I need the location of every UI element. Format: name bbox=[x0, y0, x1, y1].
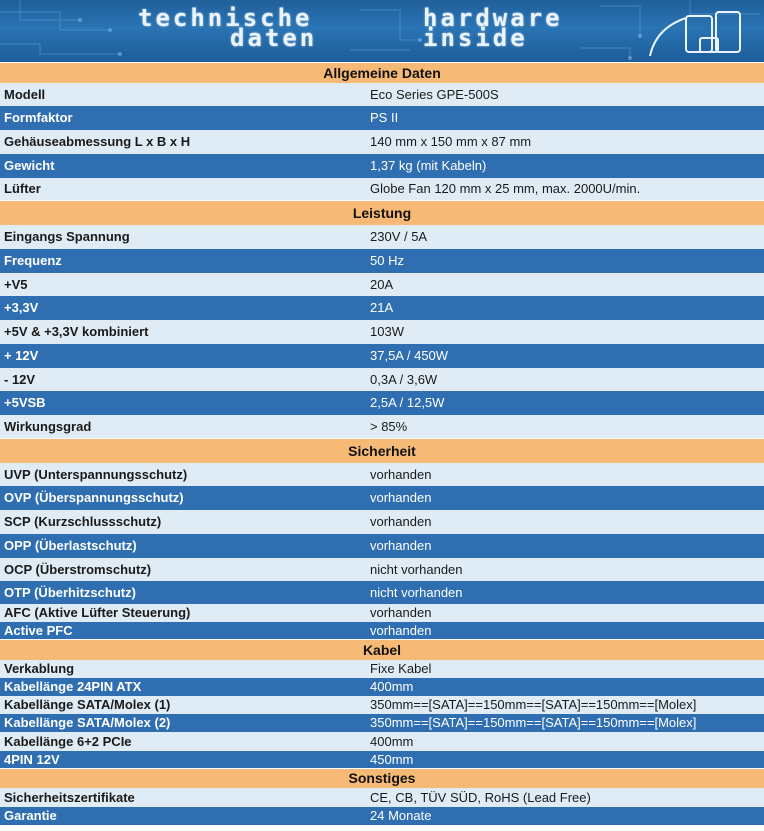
table-row bbox=[0, 225, 764, 249]
spec-value: 400mm bbox=[368, 732, 764, 751]
spec-label: Modell bbox=[0, 83, 368, 106]
table-row bbox=[0, 130, 764, 154]
spec-value: 50 Hz bbox=[368, 249, 764, 273]
spec-value: 400mm bbox=[368, 678, 764, 696]
section-header bbox=[0, 769, 764, 788]
section-title: Leistung bbox=[0, 201, 764, 225]
spec-label: Lüfter bbox=[0, 178, 368, 201]
spec-value: 20A bbox=[368, 273, 764, 296]
spec-value: 0,3A / 3,6W bbox=[368, 368, 764, 391]
spec-value: CE, CB, TÜV SÜD, RoHS (Lead Free) bbox=[368, 788, 764, 807]
spec-value: Fixe Kabel bbox=[368, 660, 764, 678]
table-row bbox=[0, 344, 764, 368]
spec-value: vorhanden bbox=[368, 510, 764, 534]
section-header bbox=[0, 201, 764, 225]
table-row bbox=[0, 106, 764, 130]
section-header bbox=[0, 63, 764, 83]
spec-label: Kabellänge SATA/Molex (2) bbox=[0, 714, 368, 732]
table-row bbox=[0, 604, 764, 622]
spec-label: OPP (Überlastschutz) bbox=[0, 534, 368, 558]
spec-value: 350mm==[SATA]==150mm==[SATA]==150mm==[Molex] bbox=[368, 714, 764, 732]
spec-value: 140 mm x 150 mm x 87 mm bbox=[368, 130, 764, 154]
spec-label: +V5 bbox=[0, 273, 368, 296]
spec-label: Garantie bbox=[0, 807, 368, 825]
table-row bbox=[0, 714, 764, 732]
section-header bbox=[0, 439, 764, 463]
specs-table bbox=[0, 62, 764, 825]
table-row bbox=[0, 660, 764, 678]
spec-label: OCP (Überstromschutz) bbox=[0, 558, 368, 581]
spec-value: Eco Series GPE-500S bbox=[368, 83, 764, 106]
spec-value: 2,5A / 12,5W bbox=[368, 391, 764, 415]
table-row bbox=[0, 463, 764, 486]
spec-value: > 85% bbox=[368, 415, 764, 439]
section-title: Allgemeine Daten bbox=[0, 63, 764, 83]
table-row bbox=[0, 807, 764, 825]
spec-value: 1,37 kg (mit Kabeln) bbox=[368, 154, 764, 178]
spec-label: Eingangs Spannung bbox=[0, 225, 368, 249]
spec-label: Kabellänge 24PIN ATX bbox=[0, 678, 368, 696]
table-row bbox=[0, 273, 764, 296]
spec-label: Active PFC bbox=[0, 622, 368, 640]
table-row bbox=[0, 391, 764, 415]
spec-label: Verkablung bbox=[0, 660, 368, 678]
specs-body bbox=[0, 63, 764, 825]
table-row bbox=[0, 296, 764, 320]
table-row bbox=[0, 510, 764, 534]
spec-label: + 12V bbox=[0, 344, 368, 368]
spec-value: 450mm bbox=[368, 751, 764, 769]
spec-label: - 12V bbox=[0, 368, 368, 391]
spec-value: 24 Monate bbox=[368, 807, 764, 825]
spec-value: 103W bbox=[368, 320, 764, 344]
spec-label: AFC (Aktive Lüfter Steuerung) bbox=[0, 604, 368, 622]
spec-label: Gewicht bbox=[0, 154, 368, 178]
table-row bbox=[0, 486, 764, 510]
spec-label: Formfaktor bbox=[0, 106, 368, 130]
table-row bbox=[0, 696, 764, 714]
spec-value: vorhanden bbox=[368, 486, 764, 510]
spec-value: vorhanden bbox=[368, 463, 764, 486]
table-row bbox=[0, 678, 764, 696]
spec-value: Globe Fan 120 mm x 25 mm, max. 2000U/min. bbox=[368, 178, 764, 201]
spec-label: Wirkungsgrad bbox=[0, 415, 368, 439]
table-row bbox=[0, 415, 764, 439]
table-row bbox=[0, 83, 764, 106]
section-title: Sonstiges bbox=[0, 769, 764, 788]
section-title: Kabel bbox=[0, 640, 764, 660]
table-row bbox=[0, 368, 764, 391]
banner-title-technische-daten bbox=[138, 4, 318, 52]
banner-right-line2: inside bbox=[423, 24, 528, 52]
table-row bbox=[0, 581, 764, 604]
table-row bbox=[0, 732, 764, 751]
spec-label: OVP (Überspannungsschutz) bbox=[0, 486, 368, 510]
banner-left-line1: technische bbox=[138, 4, 313, 32]
spec-value: vorhanden bbox=[368, 622, 764, 640]
devices-icon bbox=[646, 8, 746, 58]
spec-label: SCP (Kurzschlussschutz) bbox=[0, 510, 368, 534]
spec-label: Kabellänge SATA/Molex (1) bbox=[0, 696, 368, 714]
spec-value: 37,5A / 450W bbox=[368, 344, 764, 368]
banner-right-line1: hardware bbox=[423, 4, 563, 32]
spec-label: OTP (Überhitzschutz) bbox=[0, 581, 368, 604]
spec-value: PS II bbox=[368, 106, 764, 130]
table-row bbox=[0, 178, 764, 201]
spec-label: Frequenz bbox=[0, 249, 368, 273]
table-row bbox=[0, 534, 764, 558]
banner-left-line2: daten bbox=[230, 24, 318, 52]
table-row bbox=[0, 320, 764, 344]
table-row bbox=[0, 154, 764, 178]
spec-label: 4PIN 12V bbox=[0, 751, 368, 769]
section-header bbox=[0, 640, 764, 660]
spec-label: Gehäuseabmessung L x B x H bbox=[0, 130, 368, 154]
spec-label: Kabellänge 6+2 PCIe bbox=[0, 732, 368, 751]
table-row bbox=[0, 249, 764, 273]
spec-value: nicht vorhanden bbox=[368, 558, 764, 581]
section-title: Sicherheit bbox=[0, 439, 764, 463]
spec-value: nicht vorhanden bbox=[368, 581, 764, 604]
spec-value: vorhanden bbox=[368, 534, 764, 558]
table-row bbox=[0, 558, 764, 581]
spec-label: +3,3V bbox=[0, 296, 368, 320]
spec-label: UVP (Unterspannungsschutz) bbox=[0, 463, 368, 486]
banner-title-hardware-inside bbox=[423, 4, 563, 52]
spec-label: Sicherheitszertifikate bbox=[0, 788, 368, 807]
table-row bbox=[0, 788, 764, 807]
spec-value: 350mm==[SATA]==150mm==[SATA]==150mm==[Molex] bbox=[368, 696, 764, 714]
header-banner bbox=[0, 0, 764, 62]
table-row bbox=[0, 622, 764, 640]
spec-value: 21A bbox=[368, 296, 764, 320]
table-row bbox=[0, 751, 764, 769]
spec-label: +5VSB bbox=[0, 391, 368, 415]
spec-value: 230V / 5A bbox=[368, 225, 764, 249]
spec-value: vorhanden bbox=[368, 604, 764, 622]
spec-label: +5V & +3,3V kombiniert bbox=[0, 320, 368, 344]
